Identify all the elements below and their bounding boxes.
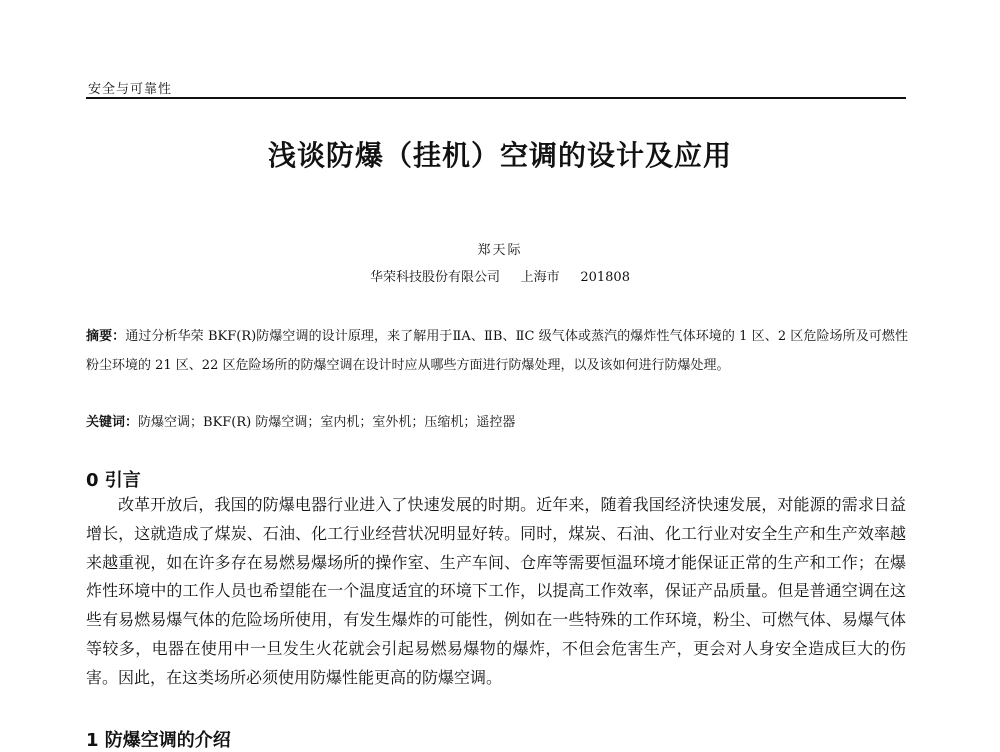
author-name: 郑天际	[477, 243, 523, 258]
section-heading-introduction: 0 引言	[86, 470, 141, 491]
section-heading-ac-introduction: 1 防爆空调的介绍	[86, 730, 231, 751]
abstract-text: 通过分析华荣 BKF(R)防爆空调的设计原理，来了解用于ⅡA、ⅡB、ⅡC 级气体或蒸汽的爆炸性气体环境的 1 区、2 区危险场所及可燃性粉尘环境的 21 区、22 区危险场所的防爆空调在设计时应从哪些方面进行防爆处理，以及该如何进行防爆处理。	[86, 329, 908, 373]
author-affiliation: 华荣科技股份有限公司 上海市 201808	[370, 270, 630, 285]
body-paragraph: 改革开放后，我国的防爆电器行业进入了快速发展的时期。近年来，随着我国经济快速发展，对能源的需求日益增长，这就造成了煤炭、石油、化工行业经营状况明显好转。同时，煤炭、石油、化工行业对安全生产和生产效率越来越重视，如在许多存在易燃易爆场所的操作室、生产车间、仓库等需要恒温环境才能保证正常的生产和工作；在爆炸性环境中的工作人员也希望能在一个温度适宜的环境下工作，以提高工作效率，保证产品质量。但是普通空调在这些有易燃易爆气体的危险场所使用，有发生爆炸的可能性，例如在一些特殊的工作环境，粉尘、可燃气体、易爆气体等较多，电器在使用中一旦发生火花就会引起易燃易爆物的爆炸，不但会危害生产，更会对人身安全造成巨大的伤害。因此，在这类场所必须使用防爆性能更高的防爆空调。	[86, 495, 906, 687]
header-divider	[86, 97, 906, 99]
journal-section-label: 安全与可靠性	[88, 82, 173, 97]
keywords	[86, 408, 908, 437]
keywords-text: 防爆空调；BKF(R) 防爆空调；室内机；室外机；压缩机；遥控器	[138, 415, 516, 430]
abstract	[86, 322, 908, 380]
keywords-label: 关键词：	[86, 415, 139, 430]
abstract-label: 摘要：	[86, 329, 126, 344]
article-title: 浅谈防爆（挂机）空调的设计及应用	[267, 139, 732, 172]
